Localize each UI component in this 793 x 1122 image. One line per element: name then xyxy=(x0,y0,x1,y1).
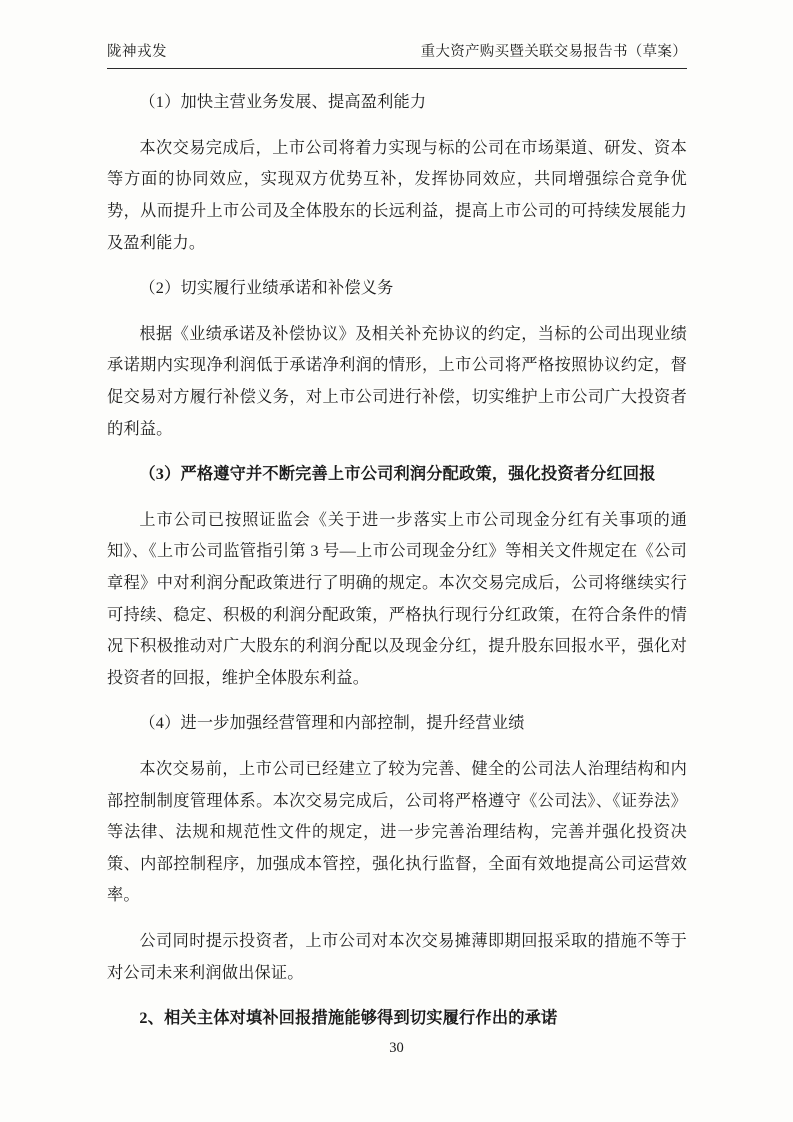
header-divider xyxy=(107,68,687,69)
page-header xyxy=(107,42,687,68)
paragraph: 根据《业绩承诺及补偿协议》及相关补充协议的约定，当标的公司出现业绩承诺期内实现净利润低于承诺净利润的情形，上市公司将严格按照协议约定，督促交易对方履行补偿义务，对上市公司进行补偿，切实维护上市公司广大投资者的利益。 xyxy=(107,324,687,438)
paragraph: 本次交易前，上市公司已经建立了较为完善、健全的公司法人治理结构和内部控制制度管理体系。本次交易完成后，公司将严格遵守《公司法》、《证券法》等法律、法规和规范性文件的规定，进一步完善治理结构，完善并强化投资决策、内部控制程序，加强成本管控，强化执行监督，全面有效地提高公司运营效率。 xyxy=(107,759,687,905)
paragraph: 公司同时提示投资者，上市公司对本次交易摊薄即期回报采取的措施不等于对公司未来利润做出保证。 xyxy=(107,931,687,982)
paragraph: 2、相关主体对填补回报措施能够得到切实履行作出的承诺 xyxy=(139,1009,558,1028)
header-document-title: 重大资产购买暨关联交易报告书（草案） xyxy=(420,44,687,60)
header-company-name: 陇神戎发 xyxy=(107,44,167,60)
paragraph: 本次交易完成后，上市公司将着力实现与标的公司在市场渠道、研发、资本等方面的协同效应，实现双方优势互补，发挥协同效应，共同增强综合竞争优势，从而提升上市公司及全体股东的长远利益，提高上市公司的可持续发展能力及盈利能力。 xyxy=(107,138,687,252)
paragraph: （2）切实履行业绩承诺和补偿义务 xyxy=(139,279,394,298)
paragraph: （1）加快主营业务发展、提高盈利能力 xyxy=(139,93,427,112)
paragraph: （3）严格遵守并不断完善上市公司利润分配政策，强化投资者分红回报 xyxy=(139,465,656,484)
paragraph: （4）进一步加强经营管理和内部控制，提升经营业绩 xyxy=(139,714,525,733)
page-number: 30 xyxy=(389,1040,404,1056)
paragraph: 上市公司已按照证监会《关于进一步落实上市公司现金分红有关事项的通知》、《上市公司监管指引第 3 号—上市公司现金分红》等相关文件规定在《公司章程》中对利润分配政策进行了明确的规定。本次交易完成后，公司将继续实行可持续、稳定、积极的利润分配政策，严格执行现行分红政策，在符合条件的情况下积极推动对广大股东的利润分配以及现金分红，提升股东回报水平，强化对投资者的回报，维护全体股东利益。 xyxy=(107,510,687,687)
page-content xyxy=(107,42,687,1049)
